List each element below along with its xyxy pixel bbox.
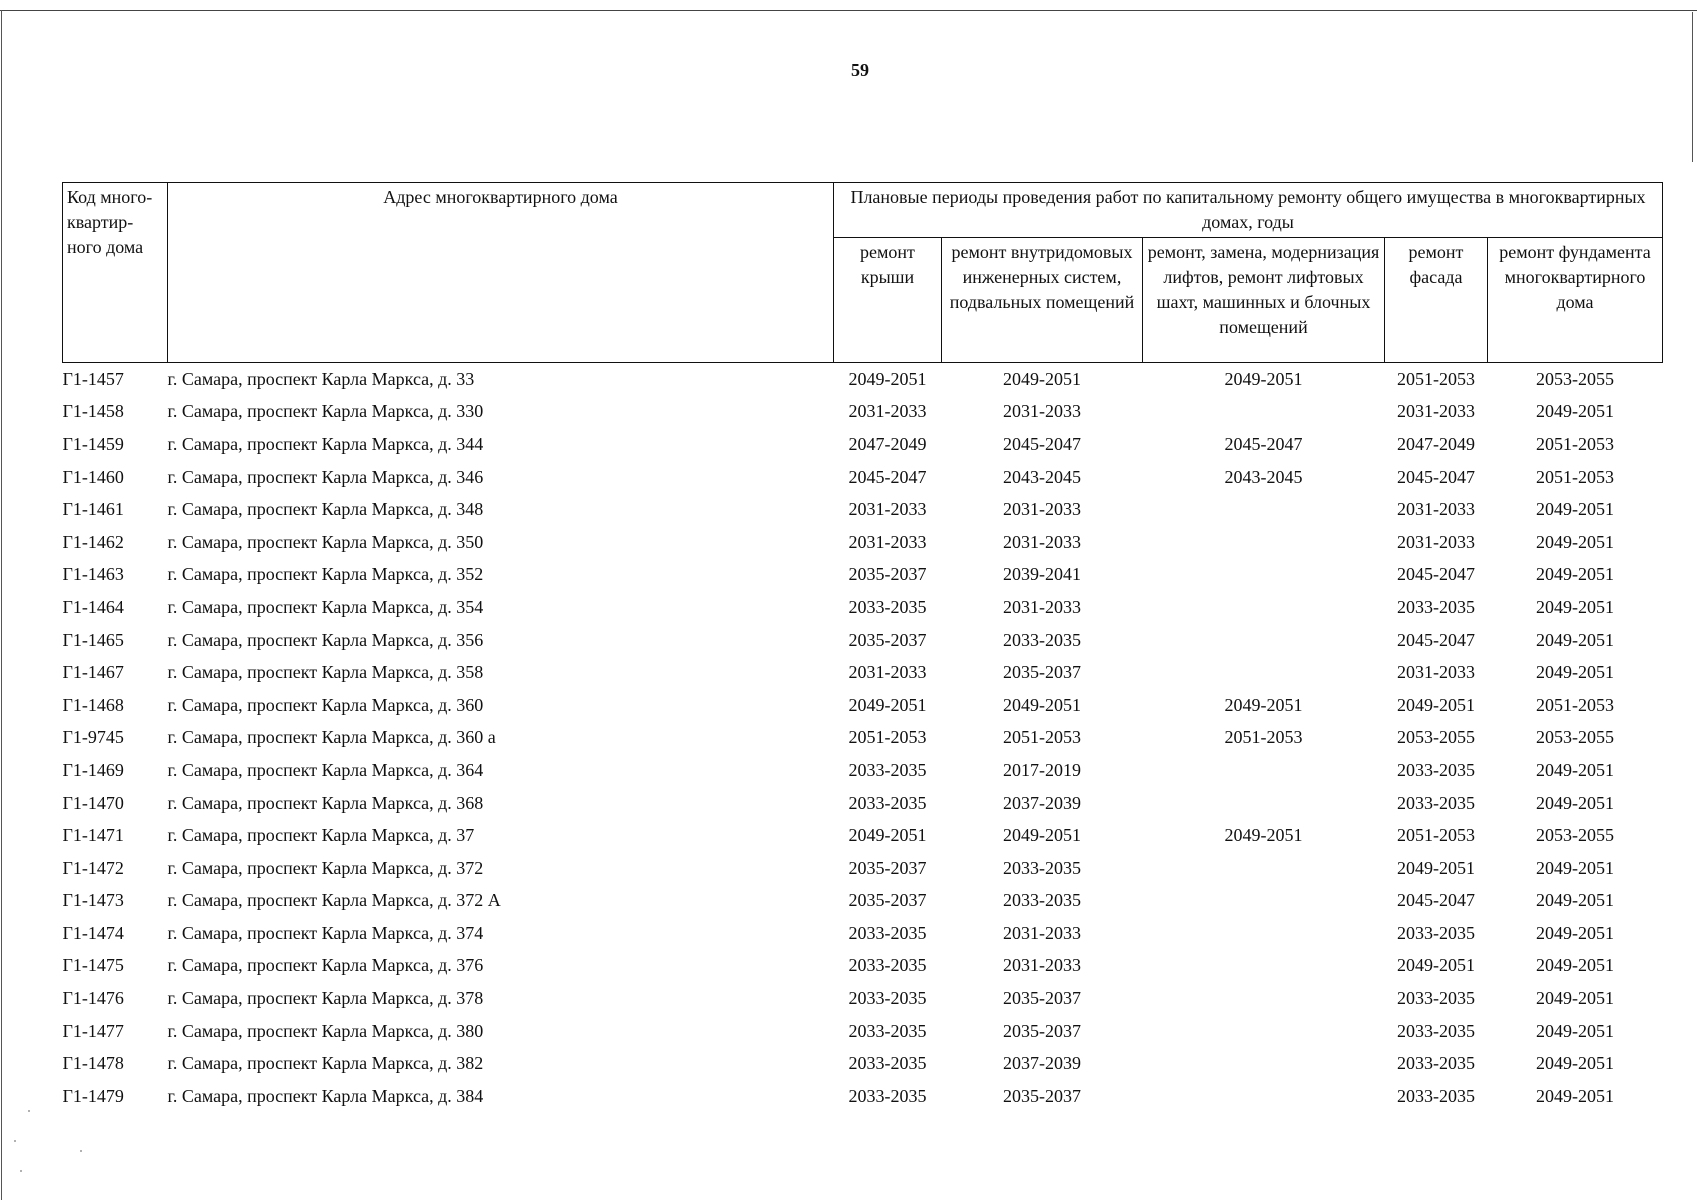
cell-foundation: 2049-2051 — [1536, 1020, 1614, 1041]
cell-roof: 2033-2035 — [848, 1085, 927, 1106]
cell-elevators — [1143, 526, 1385, 559]
cell-elevators: 2049-2051 — [1224, 368, 1303, 389]
table-row — [63, 591, 1663, 624]
repair-schedule-table — [62, 182, 1663, 1113]
cell-foundation: 2053-2055 — [1536, 825, 1614, 846]
cell-elevators — [1143, 982, 1385, 1015]
cell-engineering: 2049-2051 — [1003, 825, 1081, 846]
cell-code: Г1-1479 — [62, 1085, 124, 1106]
scan-border-top — [0, 10, 1697, 11]
table-row — [63, 689, 1663, 722]
header-periods: Плановые периоды проведения работ по капитальному ремонту общего имущества в многоквартирных домах, годы — [834, 183, 1663, 238]
cell-facade: 2033-2035 — [1397, 1085, 1475, 1106]
cell-foundation: 2049-2051 — [1536, 401, 1614, 422]
cell-code: Г1-9745 — [62, 727, 124, 748]
cell-address: г. Самара, проспект Карла Маркса, д. 330 — [167, 401, 484, 422]
cell-facade: 2033-2035 — [1397, 792, 1475, 813]
cell-elevators — [1143, 950, 1385, 983]
table-row — [63, 656, 1663, 689]
header-row-1 — [63, 183, 1663, 238]
cell-roof: 2033-2035 — [848, 792, 927, 813]
table-row — [63, 950, 1663, 983]
cell-code: Г1-1461 — [62, 499, 124, 520]
cell-engineering: 2031-2033 — [1003, 531, 1081, 552]
cell-engineering: 2049-2051 — [1003, 694, 1081, 715]
cell-roof: 2049-2051 — [848, 694, 927, 715]
cell-roof: 2047-2049 — [848, 433, 927, 454]
cell-code: Г1-1460 — [62, 466, 124, 487]
cell-facade: 2051-2053 — [1397, 825, 1475, 846]
cell-foundation: 2049-2051 — [1536, 662, 1614, 683]
scan-speck — [20, 1170, 22, 1172]
cell-code: Г1-1468 — [62, 694, 124, 715]
cell-engineering: 2031-2033 — [1003, 922, 1081, 943]
cell-facade: 2033-2035 — [1397, 1053, 1475, 1074]
cell-elevators — [1143, 493, 1385, 526]
cell-roof: 2033-2035 — [848, 1020, 927, 1041]
table-row — [63, 493, 1663, 526]
cell-engineering: 2031-2033 — [1003, 499, 1081, 520]
cell-elevators — [1143, 559, 1385, 592]
cell-elevators — [1143, 852, 1385, 885]
table-row — [63, 885, 1663, 918]
cell-roof: 2033-2035 — [848, 1053, 927, 1074]
cell-address: г. Самара, проспект Карла Маркса, д. 372 А — [167, 890, 501, 911]
cell-address: г. Самара, проспект Карла Маркса, д. 360 а — [167, 727, 496, 748]
table-row — [63, 1080, 1663, 1113]
cell-facade: 2045-2047 — [1397, 629, 1475, 650]
cell-code: Г1-1475 — [62, 955, 124, 976]
cell-facade: 2053-2055 — [1397, 727, 1475, 748]
cell-elevators — [1143, 1015, 1385, 1048]
cell-facade: 2047-2049 — [1397, 433, 1475, 454]
cell-address: г. Самара, проспект Карла Маркса, д. 352 — [167, 564, 484, 585]
cell-code: Г1-1458 — [62, 401, 124, 422]
cell-facade: 2049-2051 — [1397, 955, 1475, 976]
cell-roof: 2049-2051 — [848, 368, 927, 389]
cell-foundation: 2049-2051 — [1536, 1085, 1614, 1106]
cell-code: Г1-1476 — [62, 988, 124, 1009]
table-row — [63, 363, 1663, 396]
cell-elevators — [1143, 656, 1385, 689]
table-row — [63, 396, 1663, 429]
header-address: Адрес многоквартирного дома — [168, 183, 834, 363]
cell-roof: 2031-2033 — [848, 499, 927, 520]
table-row — [63, 526, 1663, 559]
cell-roof: 2033-2035 — [848, 922, 927, 943]
cell-code: Г1-1457 — [62, 368, 124, 389]
cell-foundation: 2049-2051 — [1536, 531, 1614, 552]
cell-code: Г1-1463 — [62, 564, 124, 585]
cell-address: г. Самара, проспект Карла Маркса, д. 33 — [167, 368, 475, 389]
cell-address: г. Самара, проспект Карла Маркса, д. 384 — [167, 1085, 484, 1106]
cell-engineering: 2035-2037 — [1003, 662, 1081, 683]
table-body — [63, 363, 1663, 1113]
cell-foundation: 2049-2051 — [1536, 629, 1614, 650]
cell-foundation: 2053-2055 — [1536, 727, 1614, 748]
cell-engineering: 2033-2035 — [1003, 857, 1081, 878]
cell-address: г. Самара, проспект Карла Маркса, д. 376 — [167, 955, 484, 976]
cell-code: Г1-1465 — [62, 629, 124, 650]
cell-elevators — [1143, 1047, 1385, 1080]
cell-facade: 2031-2033 — [1397, 401, 1475, 422]
table-row — [63, 754, 1663, 787]
cell-foundation: 2051-2053 — [1536, 433, 1614, 454]
header-foundation: ремонт фундамента многоквартирного дома — [1488, 238, 1663, 363]
cell-engineering: 2033-2035 — [1003, 890, 1081, 911]
cell-roof: 2033-2035 — [848, 988, 927, 1009]
cell-engineering: 2037-2039 — [1003, 1053, 1081, 1074]
cell-elevators: 2049-2051 — [1224, 694, 1303, 715]
table-row — [63, 624, 1663, 657]
cell-roof: 2033-2035 — [848, 955, 927, 976]
cell-elevators: 2045-2047 — [1224, 433, 1303, 454]
scan-speck — [14, 1140, 16, 1142]
header-roof: ремонт крыши — [834, 238, 942, 363]
cell-facade: 2049-2051 — [1397, 694, 1475, 715]
cell-engineering: 2035-2037 — [1003, 1020, 1081, 1041]
cell-facade: 2031-2033 — [1397, 531, 1475, 552]
cell-address: г. Самара, проспект Карла Маркса, д. 346 — [167, 466, 484, 487]
cell-elevators — [1143, 1080, 1385, 1113]
cell-roof: 2031-2033 — [848, 401, 927, 422]
cell-code: Г1-1473 — [62, 890, 124, 911]
cell-roof: 2035-2037 — [848, 857, 927, 878]
cell-code: Г1-1469 — [62, 759, 124, 780]
cell-roof: 2035-2037 — [848, 629, 927, 650]
cell-elevators — [1143, 591, 1385, 624]
cell-engineering: 2035-2037 — [1003, 988, 1081, 1009]
cell-address: г. Самара, проспект Карла Маркса, д. 354 — [167, 596, 484, 617]
cell-address: г. Самара, проспект Карла Маркса, д. 360 — [167, 694, 484, 715]
cell-foundation: 2049-2051 — [1536, 988, 1614, 1009]
cell-roof: 2045-2047 — [848, 466, 927, 487]
cell-engineering: 2033-2035 — [1003, 629, 1081, 650]
cell-address: г. Самара, проспект Карла Маркса, д. 37 — [167, 825, 475, 846]
cell-facade: 2033-2035 — [1397, 988, 1475, 1009]
table-row — [63, 917, 1663, 950]
cell-code: Г1-1467 — [62, 662, 124, 683]
cell-address: г. Самара, проспект Карла Маркса, д. 372 — [167, 857, 484, 878]
table-row — [63, 819, 1663, 852]
cell-foundation: 2051-2053 — [1536, 466, 1614, 487]
cell-roof: 2033-2035 — [848, 596, 927, 617]
table-row — [63, 722, 1663, 755]
cell-code: Г1-1471 — [62, 825, 124, 846]
cell-foundation: 2049-2051 — [1536, 922, 1614, 943]
cell-code: Г1-1474 — [62, 922, 124, 943]
cell-facade: 2031-2033 — [1397, 499, 1475, 520]
cell-code: Г1-1464 — [62, 596, 124, 617]
cell-address: г. Самара, проспект Карла Маркса, д. 382 — [167, 1053, 484, 1074]
cell-facade: 2049-2051 — [1397, 857, 1475, 878]
table-row — [63, 1047, 1663, 1080]
cell-engineering: 2035-2037 — [1003, 1085, 1081, 1106]
cell-foundation: 2049-2051 — [1536, 890, 1614, 911]
scan-speck — [80, 1150, 82, 1152]
cell-engineering: 2051-2053 — [1003, 727, 1081, 748]
page-number: 59 — [851, 60, 869, 80]
cell-engineering: 2031-2033 — [1003, 596, 1081, 617]
header-code: Код много-квартир-ного дома — [63, 183, 168, 363]
cell-code: Г1-1478 — [62, 1053, 124, 1074]
cell-foundation: 2049-2051 — [1536, 955, 1614, 976]
cell-facade: 2051-2053 — [1397, 368, 1475, 389]
cell-facade: 2033-2035 — [1397, 1020, 1475, 1041]
cell-foundation: 2049-2051 — [1536, 499, 1614, 520]
cell-address: г. Самара, проспект Карла Маркса, д. 344 — [167, 433, 484, 454]
table-row — [63, 982, 1663, 1015]
cell-elevators — [1143, 885, 1385, 918]
header-facade: ремонт фасада — [1385, 238, 1488, 363]
cell-engineering: 2045-2047 — [1003, 433, 1081, 454]
scan-speck — [28, 1110, 30, 1112]
cell-code: Г1-1470 — [62, 792, 124, 813]
cell-foundation: 2049-2051 — [1536, 564, 1614, 585]
cell-engineering: 2031-2033 — [1003, 401, 1081, 422]
cell-foundation: 2053-2055 — [1536, 368, 1614, 389]
cell-roof: 2031-2033 — [848, 531, 927, 552]
scan-border-left — [1, 10, 2, 1200]
cell-engineering: 2043-2045 — [1003, 466, 1081, 487]
cell-elevators: 2049-2051 — [1224, 825, 1303, 846]
cell-address: г. Самара, проспект Карла Маркса, д. 368 — [167, 792, 484, 813]
cell-engineering: 2037-2039 — [1003, 792, 1081, 813]
cell-foundation: 2049-2051 — [1536, 596, 1614, 617]
cell-code: Г1-1459 — [62, 433, 124, 454]
cell-facade: 2033-2035 — [1397, 922, 1475, 943]
table-row — [63, 559, 1663, 592]
cell-engineering: 2017-2019 — [1003, 759, 1081, 780]
table-row — [63, 852, 1663, 885]
cell-address: г. Самара, проспект Карла Маркса, д. 378 — [167, 988, 484, 1009]
cell-address: г. Самара, проспект Карла Маркса, д. 348 — [167, 499, 484, 520]
cell-address: г. Самара, проспект Карла Маркса, д. 356 — [167, 629, 484, 650]
cell-elevators: 2051-2053 — [1224, 727, 1303, 748]
cell-facade: 2031-2033 — [1397, 662, 1475, 683]
cell-elevators — [1143, 917, 1385, 950]
cell-elevators — [1143, 754, 1385, 787]
cell-facade: 2033-2035 — [1397, 596, 1475, 617]
cell-address: г. Самара, проспект Карла Маркса, д. 358 — [167, 662, 484, 683]
cell-foundation: 2049-2051 — [1536, 857, 1614, 878]
cell-roof: 2049-2051 — [848, 825, 927, 846]
cell-facade: 2045-2047 — [1397, 890, 1475, 911]
cell-roof: 2035-2037 — [848, 890, 927, 911]
cell-elevators — [1143, 787, 1385, 820]
header-engineering: ремонт внутридомовых инженерных систем, подвальных помещений — [942, 238, 1143, 363]
cell-roof: 2033-2035 — [848, 759, 927, 780]
table-row — [63, 1015, 1663, 1048]
cell-engineering: 2049-2051 — [1003, 368, 1081, 389]
cell-facade: 2045-2047 — [1397, 564, 1475, 585]
cell-code: Г1-1477 — [62, 1020, 124, 1041]
cell-address: г. Самара, проспект Карла Маркса, д. 350 — [167, 531, 484, 552]
cell-foundation: 2049-2051 — [1536, 1053, 1614, 1074]
table-row — [63, 787, 1663, 820]
cell-foundation: 2051-2053 — [1536, 694, 1614, 715]
cell-roof: 2035-2037 — [848, 564, 927, 585]
cell-code: Г1-1462 — [62, 531, 124, 552]
cell-elevators: 2043-2045 — [1224, 466, 1303, 487]
scan-border-right — [1692, 12, 1693, 162]
cell-foundation: 2049-2051 — [1536, 759, 1614, 780]
cell-facade: 2045-2047 — [1397, 466, 1475, 487]
table-row — [63, 461, 1663, 494]
cell-code: Г1-1472 — [62, 857, 124, 878]
cell-elevators — [1143, 624, 1385, 657]
cell-facade: 2033-2035 — [1397, 759, 1475, 780]
cell-address: г. Самара, проспект Карла Маркса, д. 364 — [167, 759, 484, 780]
header-elevators: ремонт, замена, модернизация лифтов, ремонт лифтовых шахт, машинных и блочных помещений — [1143, 238, 1385, 363]
cell-engineering: 2031-2033 — [1003, 955, 1081, 976]
cell-address: г. Самара, проспект Карла Маркса, д. 380 — [167, 1020, 484, 1041]
cell-roof: 2051-2053 — [848, 727, 927, 748]
cell-foundation: 2049-2051 — [1536, 792, 1614, 813]
cell-address: г. Самара, проспект Карла Маркса, д. 374 — [167, 922, 484, 943]
cell-elevators — [1143, 396, 1385, 429]
cell-engineering: 2039-2041 — [1003, 564, 1081, 585]
cell-roof: 2031-2033 — [848, 662, 927, 683]
table-row — [63, 428, 1663, 461]
